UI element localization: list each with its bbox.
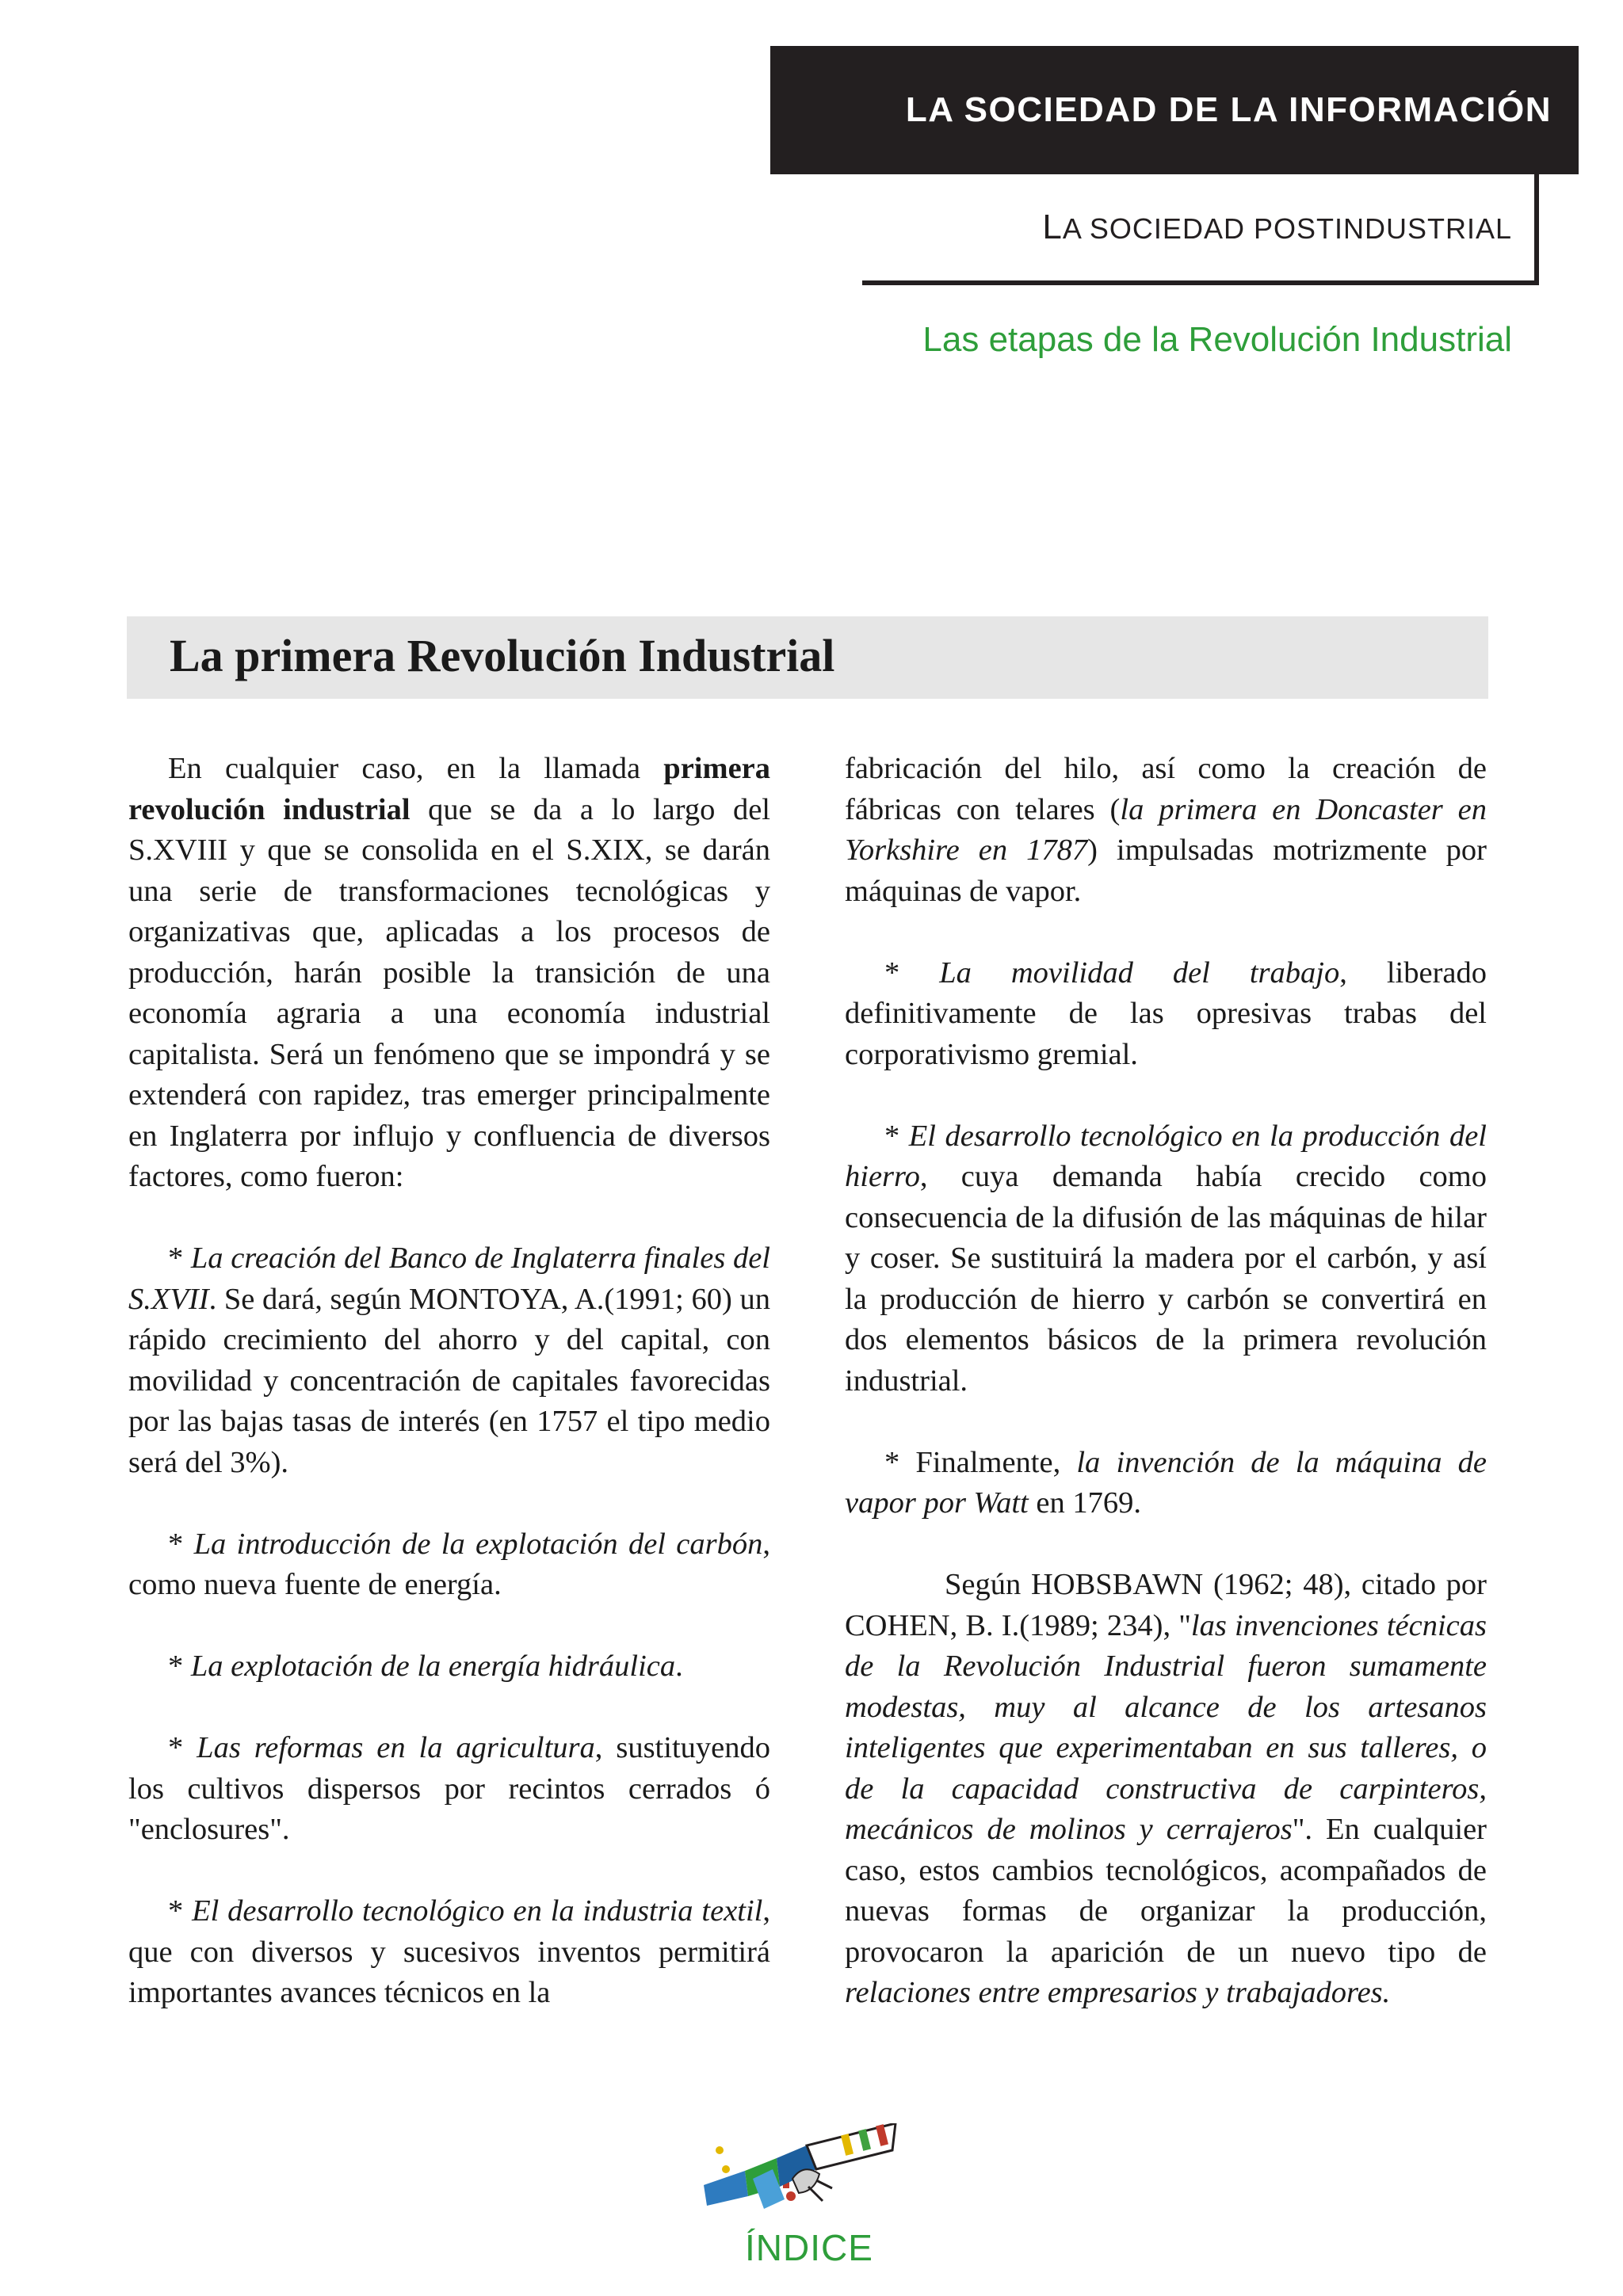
index-link[interactable]: ÍNDICE [745,2227,873,2268]
heading-band [127,616,1488,699]
paragraph: * La movilidad del trabajo, liberado definitivamente de las opresivas trabas del corporativismo gremial. [845,955,1487,1071]
paragraph: * El desarrollo tecnológico en la industria textil, que con diversos y sucesivos inventos permitirá importantes avances técnicos en la [128,1894,770,2009]
paragraph: * Finalmente, la invención de la máquina de vapor por Watt en 1769. [845,1445,1487,1520]
paragraph: En cualquier caso, en la llamada primera revolución industrial que se da a lo largo del S.XVIII y que se consolida en el S.XIX, se darán una serie de transformaciones tecnológicas y organizativas que, aplicadas a los procesos de producción, harán posible la transición de una economía agraria a una economía industrial capitalista. Será un fenómeno que se impondrá y se extenderá con rapidez, tras emerger principalmente en Inglaterra por influjo y confluencia de diversos factores, como fueron: [128,752,770,1193]
header-subtitle [1042,208,1512,247]
paragraph: * La explotación de la energía hidráulica. [168,1650,683,1683]
section-label: Las etapas de la Revolución Industrial [922,320,1512,359]
paragraph: * La introducción de la explotación del carbón, como nueva fuente de energía. [128,1527,770,1601]
paragraph: * El desarrollo tecnológico en la producción del hierro, cuya demanda había crecido como consecuencia de la difusión de las máquinas de hilar y coser. Se sustituirá la madera por el carbón, y así la producción de hierro y carbón se convertirá en dos elementos básicos de la primera revolución industrial. [845,1119,1487,1398]
paragraph: fabricación del hilo, así como la creación de fábricas con telares (la primera en Doncaster en Yorkshire en 1787) impulsadas motrizmente por máquinas de vapor. [845,752,1487,908]
right-column [845,749,1487,2014]
book-logo-icon [697,2123,903,2226]
subtitle-initial: L [1042,208,1063,246]
left-column [128,749,770,2014]
header-banner [770,46,1579,174]
header-title: LA SOCIEDAD DE LA INFORMACIÓN [905,90,1552,129]
paragraph: * Las reformas en la agricultura, sustituyendo los cultivos dispersos por recintos cerrados ó "enclosures". [128,1731,770,1846]
paragraph: Según HOBSBAWN (1962; 48), citado por COHEN, B. I.(1989; 234), "las invenciones técnicas de la Revolución Industrial fueron sumamente modestas, muy al alcance de los artesanos inteligentes que experimentaban en sus talleres, o de la capacidad constructiva de carpinteros, mecánicos de molinos y cerrajeros". En cualquier caso, estos cambios tecnológicos, acompañados de nuevas formas de organizar la producción, provocaron la aparición de un nuevo tipo de relaciones entre empresarios y trabajadores. [845,1568,1487,2009]
paragraph: * La creación del Banco de Inglaterra finales del S.XVII. Se dará, según MONTOYA, A.(1991; 60) un rápido crecimiento del ahorro y del capital, con movilidad y concentración de capitales favorecidas por las bajas tasas de interés (en 1757 el tipo medio será del 3%). [128,1241,770,1479]
subtitle-rest: A SOCIEDAD POSTINDUSTRIAL [1062,212,1512,245]
page-title: La primera Revolución Industrial [170,630,835,681]
